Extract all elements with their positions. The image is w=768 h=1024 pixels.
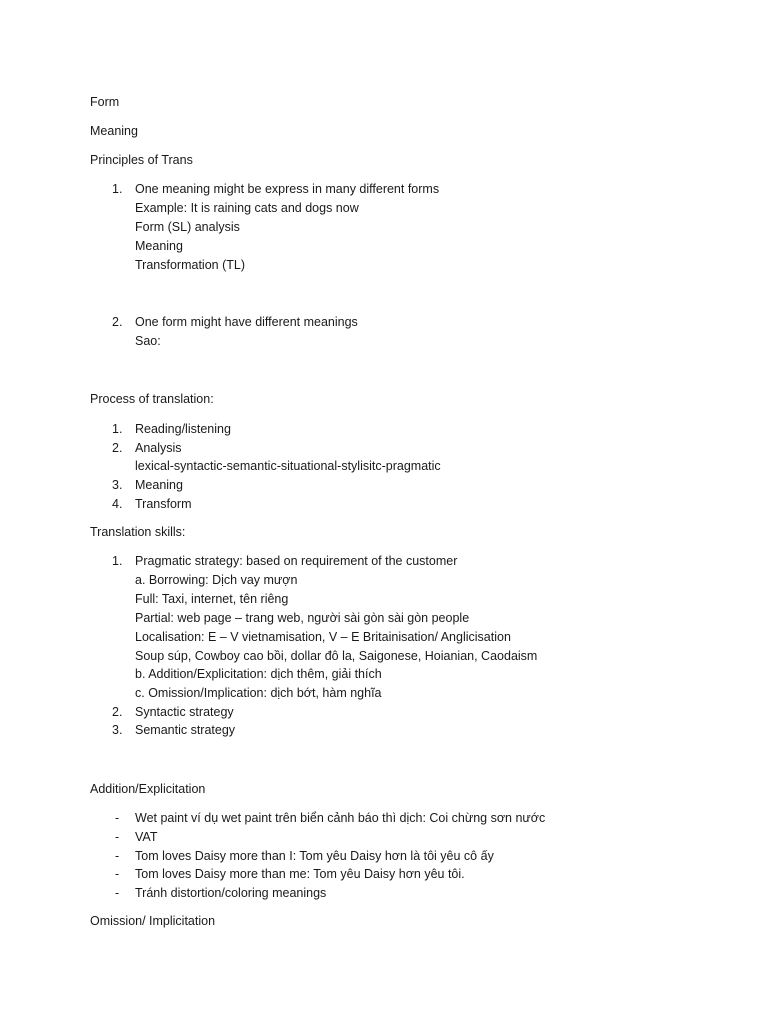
list-item-text: Sao:: [135, 334, 161, 348]
list-marker: 3.: [112, 723, 123, 737]
bullet-item: Tom loves Daisy more than me: Tom yêu Daisy hơn yêu tôi.: [135, 867, 465, 881]
list-marker: 3.: [112, 478, 123, 492]
list-item-text: Form (SL) analysis: [135, 220, 240, 234]
list-item-text: Pragmatic strategy: based on requirement of the customer: [135, 554, 458, 568]
list-item-text: Semantic strategy: [135, 723, 236, 737]
heading-skills: Translation skills:: [90, 525, 186, 539]
bullet-marker: -: [115, 886, 120, 900]
list-item-text: One form might have different meanings: [135, 315, 358, 329]
heading-process: Process of translation:: [90, 392, 214, 406]
heading-meaning: Meaning: [90, 124, 138, 138]
list-item-text: Soup súp, Cowboy cao bồi, dollar đô la, Saigonese, Hoianian, Caodaism: [135, 649, 538, 663]
list-item-text: Meaning: [135, 478, 183, 492]
list-item-text: Localisation: E – V vietnamisation, V – E Britainisation/ Anglicisation: [135, 630, 511, 644]
bullet-marker: -: [115, 830, 120, 844]
list-item-text: Partial: web page – trang web, người sài gòn sài gòn people: [135, 611, 470, 625]
list-item-text: Transformation (TL): [135, 258, 245, 272]
list-marker: 4.: [112, 497, 123, 511]
list-marker: 1.: [112, 182, 123, 196]
bullet-item: Wet paint ví dụ wet paint trên biển cảnh báo thì dịch: Coi chừng sơn nước: [135, 811, 546, 825]
heading-principles: Principles of Trans: [90, 153, 193, 167]
list-item-text: Transform: [135, 497, 192, 511]
list-marker: 1.: [112, 554, 123, 568]
heading-form: Form: [90, 95, 120, 109]
bullet-marker: -: [115, 849, 120, 863]
list-item-text: Meaning: [135, 239, 183, 253]
list-item-text: c. Omission/Implication: dịch bớt, hàm nghĩa: [135, 686, 382, 700]
heading-omission: Omission/ Implicitation: [90, 914, 216, 928]
list-item-text: lexical-syntactic-semantic-situational-stylisitc-pragmatic: [135, 459, 441, 473]
bullet-item: Tom loves Daisy more than I: Tom yêu Daisy hơn là tôi yêu cô ấy: [135, 849, 494, 863]
list-item-text: Reading/listening: [135, 422, 231, 436]
bullet-item: Tránh distortion/coloring meanings: [135, 886, 327, 900]
bullet-marker: -: [115, 867, 120, 881]
list-marker: 2.: [112, 705, 123, 719]
list-item-text: b. Addition/Explicitation: dịch thêm, giải thích: [135, 667, 382, 681]
list-item-text: Analysis: [135, 441, 182, 455]
list-marker: 1.: [112, 422, 123, 436]
bullet-marker: -: [115, 811, 120, 825]
list-item-text: One meaning might be express in many different forms: [135, 182, 440, 196]
list-marker: 2.: [112, 441, 123, 455]
list-item-text: Syntactic strategy: [135, 705, 234, 719]
heading-addition: Addition/Explicitation: [90, 782, 206, 796]
list-marker: 2.: [112, 315, 123, 329]
list-item-text: Full: Taxi, internet, tên riêng: [135, 592, 289, 606]
bullet-item: VAT: [135, 830, 158, 844]
list-item-text: Example: It is raining cats and dogs now: [135, 201, 359, 215]
list-item-text: a. Borrowing: Dịch vay mượn: [135, 573, 298, 587]
